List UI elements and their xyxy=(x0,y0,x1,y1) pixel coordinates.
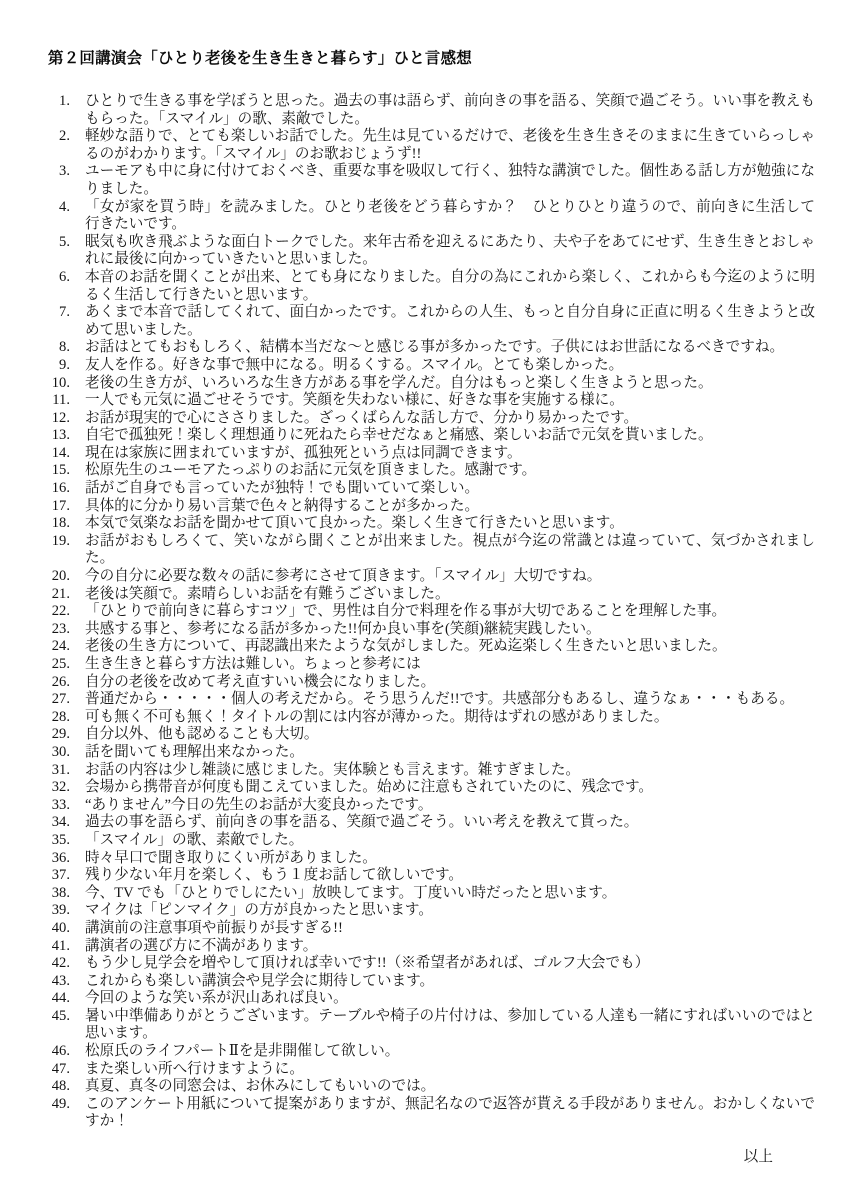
item-number: 23. xyxy=(51,620,70,637)
feedback-item xyxy=(46,427,815,445)
feedback-item xyxy=(46,656,815,674)
item-number: 28. xyxy=(51,708,70,725)
item-text: このアンケート用紙について提案がありますが、無記名なので返答が貰える手段がありません。おかしくないですか！ xyxy=(85,1095,815,1130)
item-number: 12. xyxy=(51,409,70,426)
item-text: 老後の生き方について、再認識出来たような気がしました。死ぬ迄楽しく生きたいと思いました。 xyxy=(85,638,727,655)
item-text: 老後は笑顔で。素晴らしいお話を有難うございました。 xyxy=(85,585,450,602)
feedback-item xyxy=(46,357,815,375)
item-number: 19. xyxy=(51,532,70,549)
item-number: 35. xyxy=(51,831,70,848)
feedback-item xyxy=(46,498,815,516)
item-text: 自分以外、他も認めることも大切。 xyxy=(85,726,319,743)
item-text: 今、TV でも「ひとりでしにたい」放映してます。丁度いい時だったと思います。 xyxy=(85,884,617,901)
item-text: あくまで本音で話してくれて、面白かったです。これからの人生、もっと自分自身に正直に明るく生きようと改めて思いました。 xyxy=(85,304,815,338)
feedback-item xyxy=(46,920,815,938)
item-number: 16. xyxy=(51,480,70,497)
feedback-item xyxy=(46,269,815,304)
feedback-item xyxy=(46,128,815,163)
feedback-item xyxy=(46,691,815,709)
item-text: マイクは「ピンマイク」の方が良かったと思います。 xyxy=(85,902,433,919)
item-text: 過去の事を語らず、前向きの事を語る、笑顔で過ごそう。いい考えを教えて貰った。 xyxy=(85,814,639,831)
item-number: 7. xyxy=(59,304,70,321)
feedback-item xyxy=(46,568,815,586)
item-number: 27. xyxy=(51,691,70,708)
item-number: 10. xyxy=(51,374,70,391)
item-number: 38. xyxy=(51,884,70,901)
item-text: 「女が家を買う時」を読みました。ひとり老後をどう暮らすか？ ひとりひとり違うので、前向きに生活して 行きたいです。 xyxy=(85,198,830,233)
feedback-item xyxy=(46,163,815,198)
feedback-item xyxy=(46,339,815,357)
item-number: 32. xyxy=(51,779,70,796)
feedback-item xyxy=(46,762,815,780)
item-number: 36. xyxy=(51,849,70,866)
feedback-item xyxy=(46,375,815,393)
item-number: 11. xyxy=(52,392,70,409)
item-number: 6. xyxy=(59,268,70,285)
item-number: 48. xyxy=(51,1078,70,1095)
item-text: 話がご自身でも言っていたが独特！でも聞いていて楽しい。 xyxy=(85,480,480,497)
item-text: 松原氏のライフパートⅡを是非開催して欲しい。 xyxy=(85,1043,400,1060)
feedback-item xyxy=(46,533,815,568)
item-number: 39. xyxy=(51,902,70,919)
item-text: 「ひとりで前向きに暮らすコツ」で、男性は自分で料理を作る事が大切であることを理解した事。 xyxy=(85,603,727,620)
item-number: 24. xyxy=(51,638,70,655)
item-text: 自宅で孤独死！楽しく理想通りに死ねたら幸せだなぁと痛感、楽しいお話で元気を貰いました。 xyxy=(85,427,713,444)
item-number: 3. xyxy=(59,163,70,180)
item-number: 40. xyxy=(51,919,70,936)
feedback-item xyxy=(46,603,815,621)
feedback-item xyxy=(46,93,815,128)
item-number: 15. xyxy=(51,462,70,479)
item-number: 1. xyxy=(59,93,70,109)
item-text: 時々早口で聞き取りにくい所がありました。 xyxy=(85,849,377,866)
closing-mark: 以上 xyxy=(743,1149,773,1166)
feedback-item xyxy=(46,850,815,868)
item-number: 2. xyxy=(59,128,70,145)
item-text: もう少し見学会を増やして頂ければ幸いです!!（※希望者があれば、ゴルフ大会でも） xyxy=(85,955,650,972)
item-number: 29. xyxy=(51,726,70,743)
feedback-item xyxy=(46,726,815,744)
feedback-item xyxy=(46,1061,815,1079)
item-text: 講演前の注意事項や前振りが長すぎる!! xyxy=(85,919,343,936)
feedback-item xyxy=(46,1043,815,1061)
item-number: 44. xyxy=(51,990,70,1007)
item-text: 具体的に分かり易い言葉で色々と納得することが多かった。 xyxy=(85,497,480,514)
feedback-item xyxy=(46,1008,815,1043)
item-text: 松原先生のユーモアたっぷりのお話に元気を頂きました。感謝です。 xyxy=(85,462,537,479)
item-number: 18. xyxy=(51,515,70,532)
item-text: 「スマイル」の歌、素敵でした。 xyxy=(85,831,304,848)
feedback-item xyxy=(46,445,815,463)
feedback-item xyxy=(46,832,815,850)
feedback-item xyxy=(46,621,815,639)
item-number: 25. xyxy=(51,656,70,672)
feedback-list xyxy=(46,93,830,1131)
item-number: 33. xyxy=(51,796,70,813)
feedback-item xyxy=(46,638,815,656)
item-number: 34. xyxy=(51,814,70,831)
item-text: お話がおもしろくて、笑いながら聞くことが出来ました。視点が今迄の常識とは違っていて、気づかされました。 xyxy=(85,532,815,567)
feedback-item xyxy=(46,392,815,410)
feedback-item xyxy=(46,410,815,428)
item-text: お話の内容は少し雑談に感じました。実体験とも言えます。雑すぎました。 xyxy=(85,761,581,778)
feedback-item xyxy=(46,885,815,903)
item-text: お話が現実的で心にささりました。ざっくばらんな話し方で、分かり易かったです。 xyxy=(85,409,639,426)
item-number: 46. xyxy=(51,1043,70,1060)
item-number: 41. xyxy=(51,937,70,954)
feedback-item xyxy=(46,902,815,920)
feedback-item xyxy=(46,462,815,480)
item-text: 共感する事と、参考になる話が多かった!!何か良い事を(笑顔)継続実践したい。 xyxy=(85,620,601,637)
item-number: 4. xyxy=(59,198,70,215)
feedback-item xyxy=(46,198,830,234)
feedback-item xyxy=(46,304,815,339)
feedback-item xyxy=(46,674,815,692)
item-number: 43. xyxy=(51,972,70,989)
item-number: 31. xyxy=(51,761,70,778)
feedback-item xyxy=(46,973,815,991)
item-text: 普通だから・・・・・個人の考えだから。そう思うんだ!!です。共感部分もあるし、違うなぁ・・・もある。 xyxy=(85,691,795,708)
feedback-item xyxy=(46,1078,815,1096)
feedback-item xyxy=(46,515,815,533)
feedback-item xyxy=(46,586,815,604)
feedback-item xyxy=(46,709,815,727)
feedback-item xyxy=(46,955,815,973)
item-text: これからも楽しい講演会や見学会に期待しています。 xyxy=(85,972,435,989)
feedback-item xyxy=(46,744,815,762)
item-text: 友人を作る。好きな事で無中になる。明るくする。スマイル。とても楽しかった。 xyxy=(85,356,624,373)
item-text: 残り少ない年月を楽しく、もう１度お話して欲しいです。 xyxy=(85,867,463,884)
item-text: 真夏、真冬の同窓会は、お休みにしてもいいのでは。 xyxy=(85,1078,436,1095)
item-number: 5. xyxy=(59,233,70,250)
feedback-item xyxy=(46,1096,815,1131)
item-text: 暑い中準備ありがとうございます。テーブルや椅子の片付けは、参加している人達も一緒にすればいいのではと思います。 xyxy=(85,1007,815,1042)
item-number: 49. xyxy=(51,1095,70,1112)
item-text: お話はとてもおもしろく、結構本当だな～と感じる事が多かったです。子供にはお世話になるべきですね。 xyxy=(85,339,785,356)
item-number: 14. xyxy=(51,444,70,461)
item-text: 可も無く不可も無く！タイトルの割には内容が薄かった。期待はずれの感がありました。 xyxy=(85,708,669,725)
item-number: 21. xyxy=(51,585,70,602)
feedback-item xyxy=(46,797,815,815)
feedback-item xyxy=(46,480,815,498)
item-number: 9. xyxy=(59,356,70,373)
item-text: 軽妙な語りで、とても楽しいお話でした。先生は見ているだけで、老後を生き生きそのままに生きていらっしゃるのがわかります。「スマイル」のお歌おじょうず!! xyxy=(85,128,815,162)
feedback-item xyxy=(46,814,815,832)
feedback-item xyxy=(46,867,815,885)
item-text: 現在は家族に囲まれていますが、孤独死という点は同調できます。 xyxy=(85,444,522,461)
item-text: 自分の老後を改めて考え直すいい機会になりました。 xyxy=(85,673,436,690)
item-text: 本音のお話を聞くことが出来、とても身になりました。自分の為にこれから楽しく、これからも今迄のように明るく生活して行きたいと思います。 xyxy=(85,268,815,303)
item-text: 今の自分に必要な数々の話に参考にさせて頂きます。「スマイル」大切ですね。 xyxy=(85,568,602,585)
item-number: 42. xyxy=(51,955,70,972)
item-number: 17. xyxy=(51,497,70,514)
item-text: 講演者の選び方に不満があります。 xyxy=(85,937,318,954)
item-text: 話を聞いても理解出来なかった。 xyxy=(85,743,304,760)
item-number: 22. xyxy=(51,603,70,620)
item-text: 老後の生き方が、いろいろな生き方がある事を学んだ。自分はもっと楽しく生きようと思った。 xyxy=(85,374,713,391)
item-number: 8. xyxy=(59,339,70,356)
item-number: 13. xyxy=(51,427,70,444)
item-text: ひとりで生きる事を学ぼうと思った。過去の事は語らず、前向きの事を語る、笑顔で過ごそう。いい事を教えももらった。「スマイル」の歌、素敵でした。 xyxy=(85,93,815,127)
feedback-item xyxy=(46,938,815,956)
item-text: 本気で気楽なお話を聞かせて頂いて良かった。楽しく生きて行きたいと思います。 xyxy=(85,515,624,532)
item-text: 一人でも元気に過ごせそうです。笑顔を失わない様に、好きな事を実施する様に。 xyxy=(85,392,624,409)
item-text: 眠気も吹き飛ぶような面白トークでした。来年古希を迎えるにあたり、夫や子をあてにせず、生き生きとおしゃれに最後に向かっていきたいと思いました。 xyxy=(85,233,815,268)
item-number: 37. xyxy=(51,867,70,884)
item-number: 20. xyxy=(51,568,70,585)
item-text: “ありません”今日の先生のお話が大変良かったです。 xyxy=(85,796,433,813)
item-number: 26. xyxy=(51,673,70,690)
document-title: 第２回講演会「ひとり老後を生き生きと暮らす」ひと言感想 xyxy=(48,50,472,67)
item-text: 生き生きと暮らす方法は難しい。ちょっと参考には xyxy=(85,656,421,672)
feedback-item xyxy=(46,779,815,797)
item-text: ユーモアも中に身に付けておくべき、重要な事を吸収して行く、独特な講演でした。個性ある話し方が勉強になりました。 xyxy=(85,163,815,197)
item-text: 会場から携帯音が何度も聞こえていました。始めに注意もされていたのに、残念です。 xyxy=(85,779,653,796)
item-number: 30. xyxy=(51,743,70,760)
feedback-item xyxy=(46,990,815,1008)
item-number: 45. xyxy=(51,1007,70,1024)
item-number: 47. xyxy=(51,1060,70,1077)
item-text: 今回のような笑い系が沢山あれば良い。 xyxy=(85,990,348,1007)
item-text: また楽しい所へ行けますように。 xyxy=(85,1060,304,1077)
feedback-item xyxy=(46,234,815,269)
